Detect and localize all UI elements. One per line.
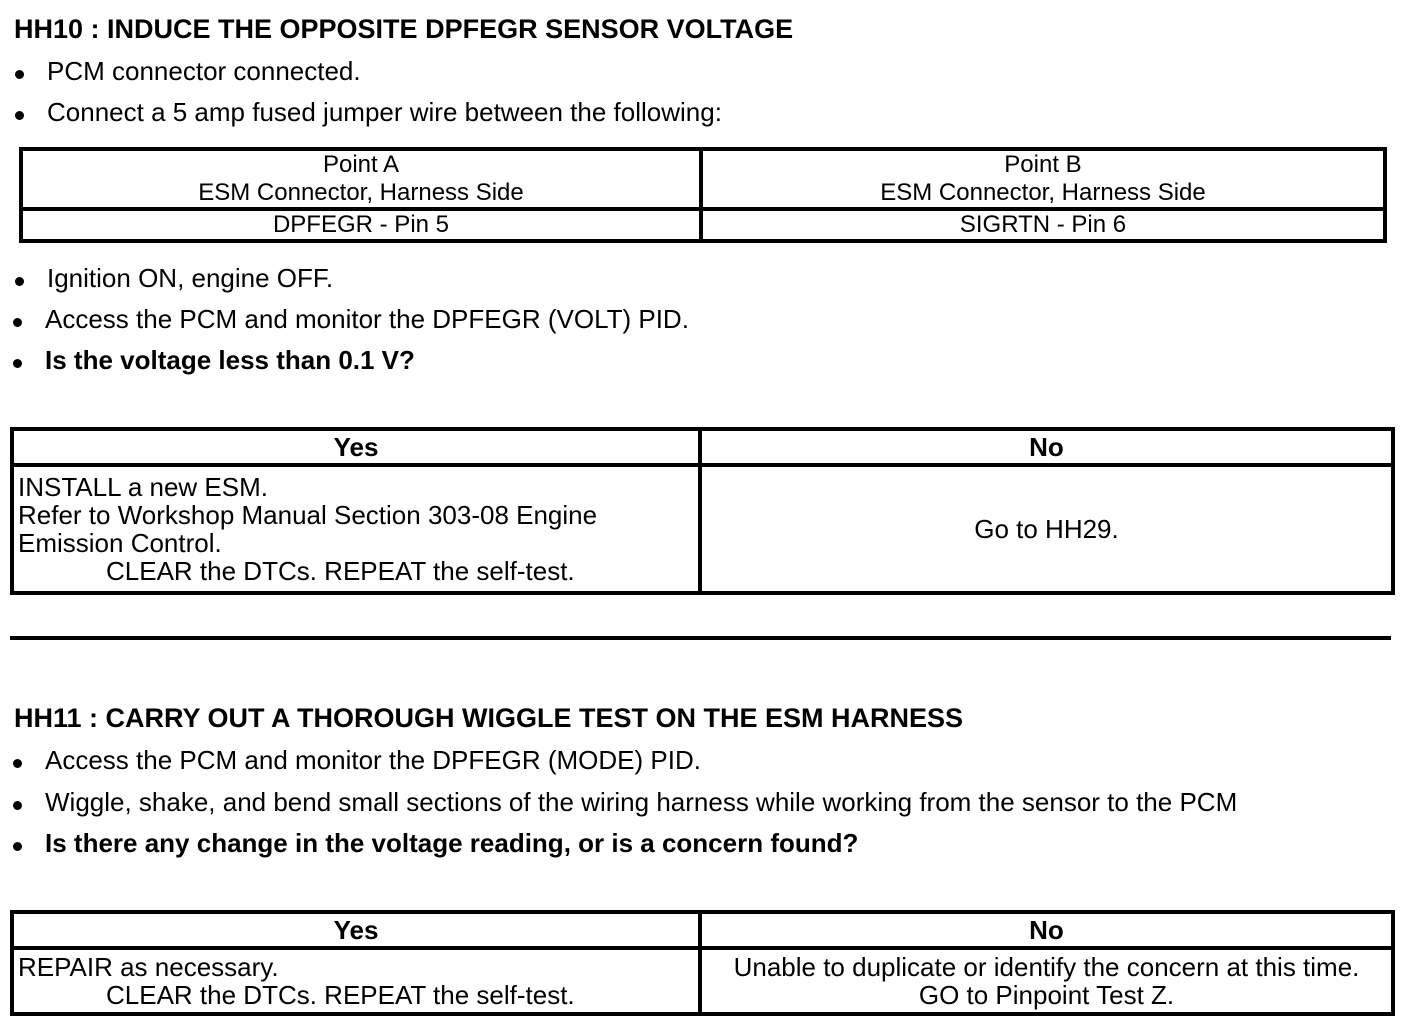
hh11-yes-line-1: REPAIR as necessary. — [18, 952, 279, 982]
hh11-result-table — [10, 910, 1395, 1016]
hh10-bullet-3: Ignition ON, engine OFF. — [47, 263, 334, 293]
hh11-question: Is there any change in the voltage reading, or is a concern found? — [45, 828, 859, 858]
bullet-dot — [13, 801, 22, 810]
point-a-value: DPFEGR - Pin 5 — [21, 209, 701, 241]
point-b-header: Point B — [1004, 151, 1082, 178]
hh11-yes-header: Yes — [12, 912, 700, 948]
hh10-yes-header: Yes — [12, 429, 700, 465]
hh10-yes-line-3: Emission Control. — [18, 528, 222, 558]
bullet-dot — [13, 359, 22, 368]
hh10-result-table — [10, 427, 1395, 595]
bullet-dot — [15, 111, 24, 120]
hh10-no-header: No — [700, 429, 1393, 465]
hh10-yes-line-1: INSTALL a new ESM. — [18, 472, 268, 502]
point-a-sub: ESM Connector, Harness Side — [198, 179, 524, 206]
hh11-yes-cell — [12, 948, 700, 1014]
hh10-bullet-2: Connect a 5 amp fused jumper wire between the following: — [47, 97, 722, 127]
section-divider — [10, 636, 1391, 640]
hh10-question: Is the voltage less than 0.1 V? — [45, 345, 415, 375]
hh10-no-cell: Go to HH29. — [700, 465, 1393, 593]
point-b-value: SIGRTN - Pin 6 — [701, 209, 1385, 241]
hh10-yes-cell — [12, 465, 700, 593]
hh11-no-line-1: Unable to duplicate or identify the concern at this time. — [733, 952, 1360, 982]
hh11-bullet-2: Wiggle, shake, and bend small sections of the wiring harness while working from the sensor to the PCM — [45, 787, 1238, 817]
jumper-table — [19, 147, 1387, 243]
point-a-header-cell — [21, 149, 701, 209]
hh11-yes-line-2: CLEAR the DTCs. REPEAT the self-test. — [106, 980, 575, 1010]
point-a-header: Point A — [322, 151, 400, 178]
bullet-dot — [13, 759, 22, 768]
hh11-no-line-2: GO to Pinpoint Test Z. — [918, 980, 1175, 1010]
hh11-no-header: No — [700, 912, 1393, 948]
hh11-title: HH11 : CARRY OUT A THOROUGH WIGGLE TEST ON THE ESM HARNESS — [14, 703, 964, 733]
hh10-yes-line-4: CLEAR the DTCs. REPEAT the self-test. — [106, 556, 575, 586]
hh10-title: HH10 : INDUCE THE OPPOSITE DPFEGR SENSOR VOLTAGE — [14, 14, 794, 44]
point-b-sub: ESM Connector, Harness Side — [880, 179, 1206, 206]
hh10-bullet-4: Access the PCM and monitor the DPFEGR (VOLT) PID. — [45, 304, 689, 334]
hh11-no-cell — [700, 948, 1393, 1014]
bullet-dot — [13, 842, 22, 851]
point-b-header-cell — [701, 149, 1385, 209]
bullet-dot — [13, 318, 22, 327]
bullet-dot — [15, 70, 24, 79]
bullet-dot — [15, 277, 24, 286]
hh11-bullet-1: Access the PCM and monitor the DPFEGR (MODE) PID. — [45, 745, 701, 775]
hh10-bullet-1: PCM connector connected. — [47, 56, 361, 86]
hh10-yes-line-2: Refer to Workshop Manual Section 303-08 Engine — [18, 500, 598, 530]
